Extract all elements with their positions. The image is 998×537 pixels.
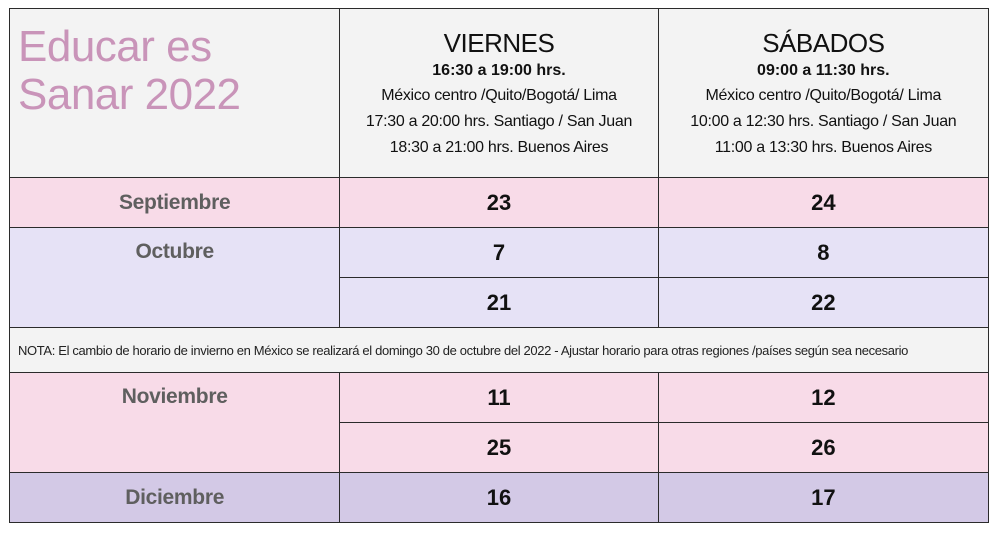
friday-date: 7 bbox=[492, 239, 506, 265]
friday-date: 23 bbox=[486, 189, 512, 215]
september-row bbox=[10, 178, 989, 228]
saturday-zone-2: 10:00 a 12:30 hrs. Santiago / San Juan bbox=[690, 112, 957, 130]
saturday-date: 22 bbox=[811, 289, 836, 315]
date-cell bbox=[340, 178, 658, 228]
saturday-date: 17 bbox=[811, 484, 836, 510]
month-cell-october bbox=[10, 228, 340, 328]
friday-zone-2: 17:30 a 20:00 hrs. Santiago / San Juan bbox=[365, 112, 633, 130]
saturday-zone-1: México centro /Quito/Bogotá/ Lima bbox=[705, 86, 942, 104]
date-cell bbox=[658, 423, 988, 473]
friday-zone-3: 18:30 a 21:00 hrs. Buenos Aires bbox=[389, 138, 609, 156]
friday-heading: VIERNES bbox=[443, 27, 555, 58]
header-row bbox=[10, 9, 989, 178]
friday-date: 16 bbox=[486, 484, 512, 510]
saturday-zone-3: 11:00 a 13:30 hrs. Buenos Aires bbox=[714, 138, 932, 156]
friday-date: 11 bbox=[487, 384, 511, 410]
friday-date: 21 bbox=[486, 289, 512, 315]
december-row bbox=[10, 473, 989, 523]
date-cell bbox=[658, 473, 988, 523]
title-line-1: Educar es bbox=[18, 22, 212, 71]
october-row-1 bbox=[10, 228, 989, 278]
date-cell bbox=[340, 278, 658, 328]
saturday-date: 24 bbox=[811, 189, 836, 215]
saturday-header bbox=[658, 9, 988, 178]
schedule-table bbox=[9, 8, 989, 523]
title-cell bbox=[10, 9, 340, 178]
month-label-november: Noviembre bbox=[121, 385, 228, 408]
month-cell-september bbox=[10, 178, 340, 228]
saturday-heading: SÁBADOS bbox=[762, 27, 885, 58]
title-line-2: Sanar 2022 bbox=[18, 70, 241, 119]
saturday-date: 12 bbox=[811, 384, 836, 410]
friday-zone-1: México centro /Quito/Bogotá/ Lima bbox=[381, 86, 617, 104]
page-title bbox=[18, 23, 339, 119]
date-cell bbox=[340, 423, 658, 473]
note-row bbox=[10, 328, 989, 373]
date-cell bbox=[340, 228, 658, 278]
date-cell bbox=[658, 178, 988, 228]
date-cell bbox=[340, 373, 658, 423]
month-label-september: Septiembre bbox=[118, 190, 231, 214]
note-cell bbox=[10, 328, 989, 373]
note-text: NOTA: El cambio de horario de invierno en México se realizará el domingo 30 de octubre del 2022 - Ajustar horario para otras regiones /países según sea necesario bbox=[18, 342, 909, 358]
saturday-time-main: 09:00 a 11:30 hrs. bbox=[757, 61, 890, 79]
date-cell bbox=[658, 278, 988, 328]
friday-time-main: 16:30 a 19:00 hrs. bbox=[432, 61, 566, 79]
date-cell bbox=[658, 373, 988, 423]
friday-header bbox=[340, 9, 658, 178]
friday-date: 25 bbox=[486, 434, 512, 460]
date-cell bbox=[340, 473, 658, 523]
month-cell-december bbox=[10, 473, 340, 523]
month-label-december: Diciembre bbox=[125, 485, 225, 509]
saturday-date: 26 bbox=[811, 434, 836, 460]
saturday-date: 8 bbox=[817, 239, 830, 265]
month-cell-november bbox=[10, 373, 340, 473]
month-label-october: Octubre bbox=[135, 240, 214, 263]
november-row-1 bbox=[10, 373, 989, 423]
date-cell bbox=[658, 228, 988, 278]
